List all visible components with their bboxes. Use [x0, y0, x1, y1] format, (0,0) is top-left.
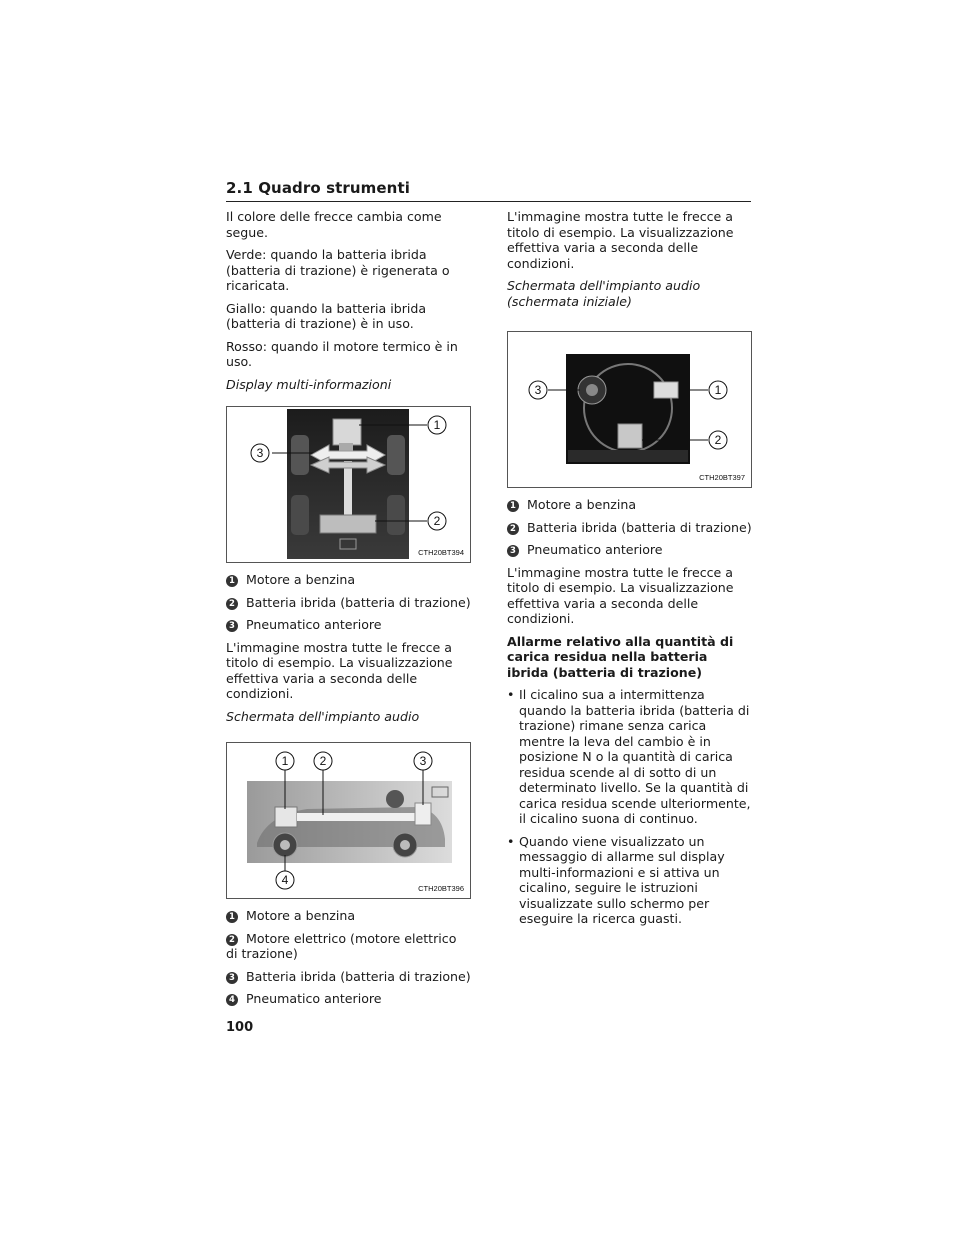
audio-initial-heading: Schermata dell'impianto audio (schermata iniziale)	[507, 278, 701, 309]
fig1-callout-3: 3	[256, 446, 264, 460]
fig1-legend-item: 3 Pneumatico anteriore	[226, 617, 471, 633]
red-text: Rosso: quando il motore termico è in uso.	[226, 338, 458, 369]
fig1-legend-item: 2 Batteria ibrida (batteria di trazione)	[226, 595, 471, 611]
fig2-callout-2: 2	[319, 754, 327, 768]
figure-multi-info-illustration	[227, 407, 470, 562]
figure-code: CTH20BT394	[418, 547, 464, 557]
list-item: • Quando viene visualizzato un messaggio di allarme sul display multi-informazioni e si attiva un cicalino, seguire le istruzioni visualizzate sullo schermo per eseguire la ricerca guasti.	[507, 834, 752, 927]
figure-audio-illustration	[227, 743, 470, 898]
page-number: 100	[226, 1020, 254, 1035]
note-text: L'immagine mostra tutte le frecce a titolo di esempio. La visualizzazione effettiva varia a seconda delle condizioni.	[507, 564, 734, 626]
figure-audio-initial	[507, 331, 752, 488]
fig3-legend-item: 3 Pneumatico anteriore	[507, 542, 752, 558]
fig2-callout-1: 1	[281, 754, 289, 768]
fig3-callout-1: 1	[714, 383, 722, 397]
figure-audio-initial-illustration	[508, 332, 751, 487]
fig3-legend-item: 1 Motore a benzina	[507, 497, 752, 513]
figure-multi-info	[226, 406, 471, 563]
fig3-callout-3: 3	[534, 383, 542, 397]
fig1-legend-item: 1 Motore a benzina	[226, 572, 471, 588]
multi-info-heading: Display multi-informazioni	[226, 376, 392, 392]
note-text: L'immagine mostra tutte le frecce a titolo di esempio. La visualizzazione effettiva varia a seconda delle condizioni.	[507, 209, 734, 271]
fig2-legend-item: 1 Motore a benzina	[226, 908, 471, 924]
left-column	[226, 209, 471, 1014]
figure-audio	[226, 742, 471, 899]
figure-code: CTH20BT397	[699, 472, 745, 482]
fig1-callout-1: 1	[433, 418, 441, 432]
fig3-callout-2: 2	[714, 433, 722, 447]
fig3-legend-item: 2 Batteria ibrida (batteria di trazione)	[507, 520, 752, 536]
note-text: L'immagine mostra tutte le frecce a titolo di esempio. La visualizzazione effettiva varia a seconda delle condizioni.	[226, 639, 453, 701]
fig2-legend-item: 3 Batteria ibrida (batteria di trazione)	[226, 969, 471, 985]
section-title: 2.1 Quadro strumenti	[226, 179, 410, 197]
alarm-bullet-list	[507, 687, 752, 927]
fig2-callout-4: 4	[281, 873, 289, 887]
intro-text: Il colore delle frecce cambia come segue.	[226, 209, 442, 240]
right-column	[507, 209, 752, 934]
fig2-legend-item: 2 Motore elettrico (motore elettrico di trazione)	[226, 930, 457, 961]
yellow-text: Giallo: quando la batteria ibrida (batteria di trazione) è in uso.	[226, 300, 427, 331]
green-text: Verde: quando la batteria ibrida (batteria di trazione) è rigenerata o ricaricata.	[226, 247, 450, 293]
fig1-callout-2: 2	[433, 514, 441, 528]
figure-code: CTH20BT396	[418, 883, 464, 893]
list-item: • Il cicalino sua a intermittenza quando la batteria ibrida (batteria di trazione) rimane senza carica mentre la leva del cambio è in posizione N o la quantità di carica residua scende al di sotto di un determinato livello. Se la quantità di carica residua scende ulteriormente, il cicalino suona di continuo.	[507, 687, 752, 827]
fig2-callout-3: 3	[419, 754, 427, 768]
alarm-heading: Allarme relativo alla quantità di carica residua nella batteria ibrida (batteria di trazione)	[507, 633, 734, 680]
audio-heading: Schermata dell'impianto audio	[226, 708, 420, 724]
fig2-legend-item: 4 Pneumatico anteriore	[226, 991, 471, 1007]
section-header	[226, 178, 751, 202]
